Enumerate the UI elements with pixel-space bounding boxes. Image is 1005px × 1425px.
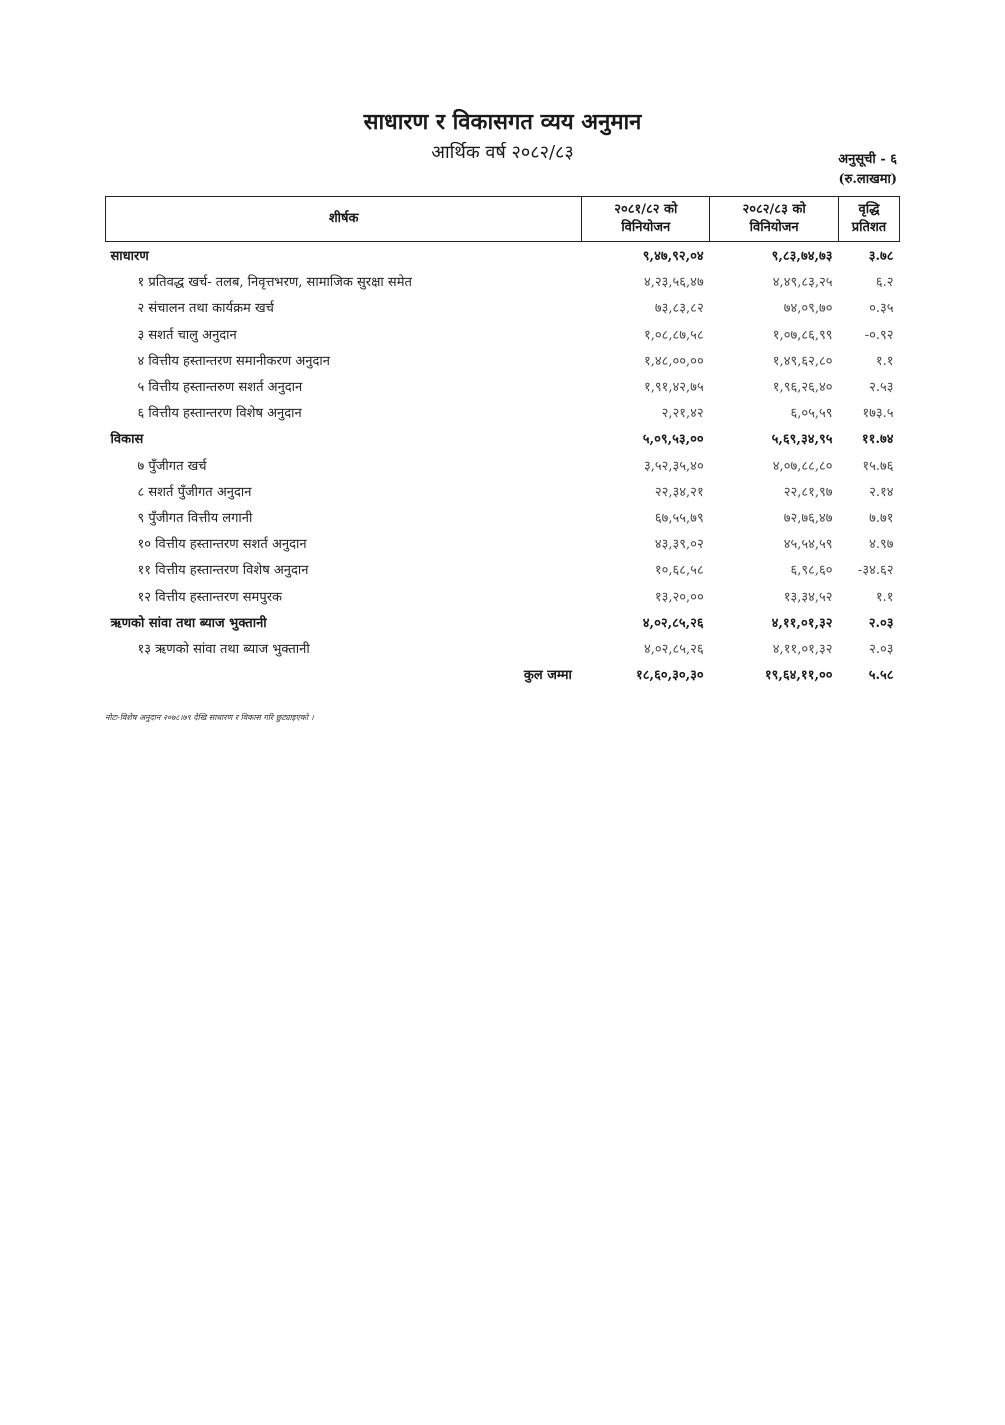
current-allocation-cell: ९,८३,७४,७३ [771,249,833,265]
growth-percent-cell: १५.७६ [862,458,894,474]
growth-percent-cell: -०.९२ [864,327,894,343]
table-row [106,373,900,399]
current-allocation-cell: ६,९८,६० [790,563,833,579]
growth-percent-cell: ११.७४ [861,432,894,448]
growth-percent-cell: -३४.६२ [857,563,894,579]
growth-percent-cell: ४.९७ [869,537,894,553]
prev-allocation-cell: ५,०९,५३,०० [642,432,704,448]
current-allocation-cell: १३,३४,५२ [783,589,833,605]
expenditure-table [105,196,900,687]
prev-allocation-cell: १,०८,८७,५८ [643,327,704,343]
row-label: कुल जम्मा [523,668,572,684]
table-row [106,321,900,347]
current-allocation-cell: ६,०५,५९ [790,406,833,422]
table-header-row [106,197,900,242]
current-allocation-cell: १,९६,२६,४० [772,380,833,396]
row-label: ५ वित्तीय हस्तान्तरुण सशर्त अनुदान [137,380,303,396]
prev-allocation-cell: ३,५२,३५,४० [643,458,704,474]
row-label: १३ ऋणको सांवा तथा ब्याज भुक्तानी [137,641,310,657]
prev-allocation-cell: ४,०२,८५,२६ [642,615,704,631]
table-row [106,582,900,608]
prev-allocation-cell: १,४८,००,०० [643,353,704,369]
footnote: नोटः-विशेष अनुदान २०७८।७९ देखि साधारण र विकास गरि छुट्याइएको । [105,713,314,722]
total-row [106,661,900,687]
table-row [106,504,900,530]
table-row [106,556,900,582]
row-label: २ संचालन तथा कार्यक्रम खर्च [137,301,274,317]
row-label: १ प्रतिवद्ध खर्च- तलब, निवृत्तभरण, सामाजिक सुरक्षा समेत [137,275,412,291]
row-label: ११ वित्तीय हस्तान्तरण विशेष अनुदान [137,563,309,579]
prev-allocation-cell: २२,३४,२१ [654,484,704,500]
schedule-number: अनुसूची - ६ [838,152,897,167]
row-label: ९ पुँजीगत वित्तीय लगानी [137,510,253,526]
growth-percent-cell: ३.७८ [868,249,894,265]
prev-allocation-cell: ६७,५५,७९ [654,510,704,526]
table-row [106,347,900,373]
group-row [106,425,900,451]
prev-allocation-cell: ४,०२,८५,२६ [643,641,704,657]
current-allocation-cell: ५,६९,३४,९५ [771,432,833,448]
current-allocation-cell: ७४,०९,७० [783,301,833,317]
header-title: शीर्षक [106,197,582,242]
growth-percent-cell: २.०३ [868,615,894,631]
prev-allocation-cell: ९,४७,९२,०४ [642,249,704,265]
current-allocation-cell: ४५,५४,५९ [783,537,833,553]
current-allocation-cell: १९,६४,११,०० [764,668,833,684]
growth-percent-cell: ०.३५ [869,301,894,317]
growth-percent-cell: २.५३ [869,380,894,396]
header-current-allocation: २०८२/८३ को विनियोजन [710,197,839,242]
current-allocation-cell: १,४९,६२,८० [772,353,833,369]
row-label: १२ वित्तीय हस्तान्तरण समपुरक [137,589,283,605]
row-label: विकास [110,432,144,448]
fiscal-year-subtitle: आर्थिक वर्ष २०८२/८३ [431,142,574,163]
row-label: ३ सशर्त चालु अनुदान [137,327,237,343]
schedule-label [838,150,897,190]
table-row [106,294,900,320]
growth-percent-cell: २.०३ [869,641,894,657]
row-label: ७ पुँजीगत खर्च [137,458,207,474]
page-title: साधारण र विकासगत व्यय अनुमान [363,109,642,135]
table-row [106,635,900,661]
row-label: ४ वित्तीय हस्तान्तरण समानीकरण अनुदान [137,353,330,369]
prev-allocation-cell: ४३,३९,०२ [654,537,704,553]
prev-allocation-cell: १,९१,४२,७५ [643,380,704,396]
current-allocation-cell: ४,४९,८३,२५ [772,275,833,291]
table-body [106,242,900,688]
current-allocation-cell: ४,११,०१,३२ [772,641,833,657]
prev-allocation-cell: ४,२३,५६,४७ [643,275,704,291]
current-allocation-cell: ४,०७,८८,८० [772,458,833,474]
table-row [106,399,900,425]
current-allocation-cell: ४,११,०१,३२ [771,615,833,631]
current-allocation-cell: ७२,७६,४७ [783,510,833,526]
row-label: ऋणको सांवा तथा ब्याज भुक्तानी [110,615,267,631]
header-prev-allocation: २०८१/८२ को विनियोजन [582,197,710,242]
prev-allocation-cell: ७३,८३,८२ [654,301,704,317]
table-row [106,478,900,504]
group-row [106,242,900,269]
row-label: १० वित्तीय हस्तान्तरण सशर्त अनुदान [137,537,307,553]
table-row [106,530,900,556]
prev-allocation-cell: १८,६०,३०,३० [636,668,704,684]
growth-percent-cell: ७.७१ [869,510,894,526]
prev-allocation-cell: १०,६८,५८ [654,563,704,579]
prev-allocation-cell: २,२१,४२ [661,406,704,422]
growth-percent-cell: १.१ [875,589,894,605]
growth-percent-cell: १.१ [875,353,894,369]
growth-percent-cell: १७३.५ [862,406,894,422]
row-label: ६ वित्तीय हस्तान्तरण विशेष अनुदान [137,406,302,422]
growth-percent-cell: २.१४ [869,484,894,500]
prev-allocation-cell: १३,२०,०० [654,589,704,605]
unit-label: (रु.लाखमा) [838,172,897,187]
growth-percent-cell: ५.५८ [868,668,894,684]
row-label: साधारण [110,249,149,265]
table-row [106,452,900,478]
current-allocation-cell: २२,८१,९७ [783,484,833,500]
row-label: ८ सशर्त पुँजीगत अनुदान [137,484,252,500]
growth-percent-cell: ६.२ [875,275,894,291]
header-growth-percent: वृद्धि प्रतिशत [839,197,900,242]
current-allocation-cell: १,०७,८६,९९ [772,327,833,343]
table-row [106,268,900,294]
group-row [106,609,900,635]
